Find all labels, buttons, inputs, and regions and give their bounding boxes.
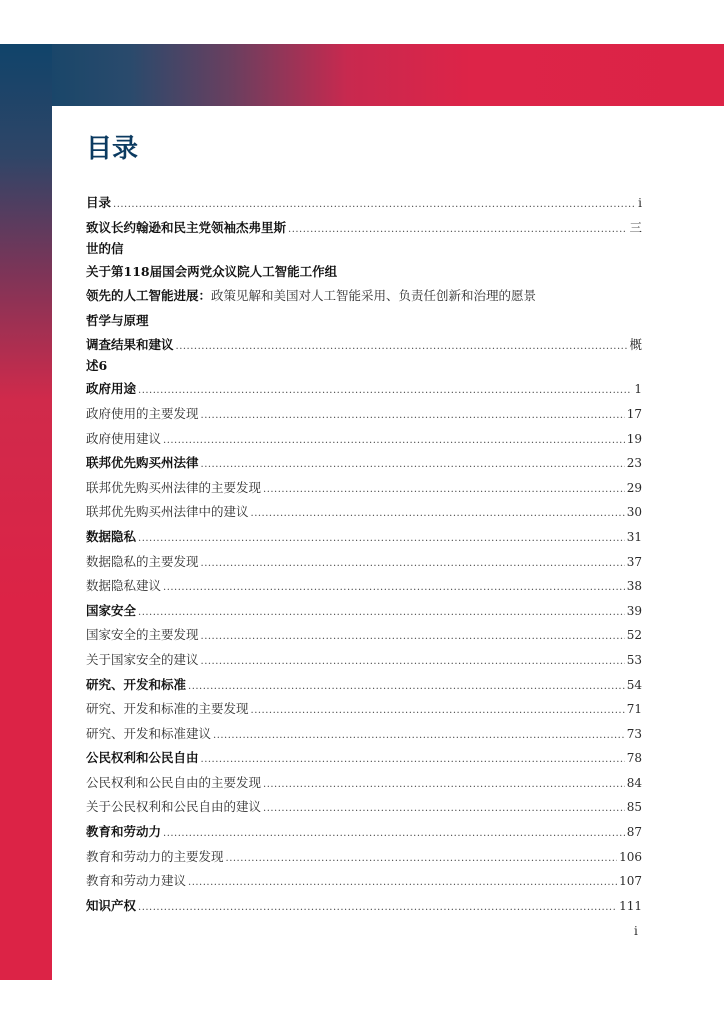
toc-entry-page: 71 xyxy=(626,702,642,717)
toc-entry[interactable] xyxy=(86,847,642,872)
toc-entry-page: 84 xyxy=(626,775,642,790)
toc-entry[interactable] xyxy=(86,699,642,724)
toc-entry-label: 哲学与原理 xyxy=(86,312,149,328)
toc-entry-label: 公民权利和公民自由的主要发现 xyxy=(86,774,262,790)
toc-entry[interactable] xyxy=(86,286,642,311)
toc-entry-page: i xyxy=(638,196,642,210)
toc-entry-label: 调查结果和建议 xyxy=(86,337,174,353)
toc-entry-label: 目录 xyxy=(86,195,112,210)
toc-entry[interactable] xyxy=(86,311,642,336)
toc-entry-page: 37 xyxy=(626,554,642,569)
toc-entry-label: 政府用途 xyxy=(86,381,137,397)
toc-leader-dots xyxy=(201,652,625,672)
table-of-contents xyxy=(86,193,642,920)
toc-entry-page: 111 xyxy=(619,898,642,913)
toc-entry-page: 85 xyxy=(626,800,642,815)
toc-entry-page: 73 xyxy=(626,726,642,741)
toc-entry-label: 联邦优先购买州法律的主要发现 xyxy=(86,479,262,495)
toc-entry-page: 106 xyxy=(619,849,642,864)
toc-entry-label-normal: 政策见解和美国对人工智能采用、负责任创新和治理的愿景 xyxy=(211,288,537,304)
toc-entry-label-continued: 世的信 xyxy=(86,240,124,256)
toc-leader-dots xyxy=(201,627,625,647)
toc-leader-dots xyxy=(138,529,625,549)
toc-entry[interactable] xyxy=(86,625,642,650)
toc-leader-dots xyxy=(138,898,617,918)
toc-entry-page: 30 xyxy=(626,505,642,520)
toc-entry[interactable] xyxy=(86,218,642,262)
toc-entry[interactable] xyxy=(86,675,642,700)
toc-entry-label: 教育和劳动力建议 xyxy=(86,873,187,889)
toc-leader-dots xyxy=(251,701,625,721)
toc-entry-label: 数据隐私建议 xyxy=(86,578,162,594)
toc-entry-label: 政府使用的主要发现 xyxy=(86,405,199,421)
toc-leader-dots xyxy=(263,775,625,795)
toc-entry[interactable] xyxy=(86,478,642,503)
toc-leader-dots xyxy=(163,824,625,844)
toc-entry-page: 31 xyxy=(626,529,642,544)
toc-entry[interactable] xyxy=(86,822,642,847)
toc-entry-page: 19 xyxy=(626,431,642,446)
toc-entry[interactable] xyxy=(86,453,642,478)
toc-leader-dots xyxy=(163,578,625,598)
toc-entry-page: 29 xyxy=(626,480,642,495)
toc-leader-dots xyxy=(113,195,636,215)
page-number: i xyxy=(634,924,638,938)
toc-entry[interactable] xyxy=(86,335,642,379)
toc-entry-page: 概 xyxy=(629,337,642,353)
toc-entry[interactable] xyxy=(86,601,642,626)
toc-entry-label: 致议长约翰逊和民主党领袖杰弗里斯 xyxy=(86,219,287,235)
toc-entry[interactable] xyxy=(86,552,642,577)
toc-entry-page: 52 xyxy=(626,628,642,643)
toc-entry-label: 国家安全的主要发现 xyxy=(86,627,199,643)
toc-entry[interactable] xyxy=(86,650,642,675)
toc-leader-dots xyxy=(213,726,625,746)
toc-entry-label: 研究、开发和标准的主要发现 xyxy=(86,701,249,717)
toc-leader-dots xyxy=(251,504,625,524)
toc-entry-label: 研究、开发和标准 xyxy=(86,676,187,692)
toc-entry-page: 107 xyxy=(619,874,642,889)
toc-entry[interactable] xyxy=(86,896,642,921)
toc-entry-label: 数据隐私 xyxy=(86,528,137,544)
toc-entry[interactable] xyxy=(86,748,642,773)
toc-entry[interactable] xyxy=(86,429,642,454)
toc-entry-label: 教育和劳动力 xyxy=(86,824,162,840)
toc-entry[interactable] xyxy=(86,576,642,601)
toc-entry-label: 知识产权 xyxy=(86,897,137,913)
toc-entry[interactable] xyxy=(86,527,642,552)
toc-entry-label: 联邦优先购买州法律中的建议 xyxy=(86,504,249,520)
toc-entry-page: 23 xyxy=(626,456,642,471)
toc-entry[interactable] xyxy=(86,379,642,404)
toc-leader-dots xyxy=(201,750,625,770)
toc-entry-page: 78 xyxy=(626,751,642,766)
toc-entry-label: 研究、开发和标准建议 xyxy=(86,725,212,741)
toc-entry-label: 关于公民权利和公民自由的建议 xyxy=(86,799,262,815)
toc-entry-page: 53 xyxy=(626,652,642,667)
toc-entry[interactable] xyxy=(86,724,642,749)
toc-entry-label: 国家安全 xyxy=(86,602,137,618)
toc-entry[interactable] xyxy=(86,262,642,287)
left-color-bar xyxy=(0,44,52,980)
toc-entry-page: 三 xyxy=(629,219,642,235)
toc-leader-dots xyxy=(188,677,625,697)
toc-entry-page: 1 xyxy=(634,382,642,397)
toc-entry[interactable] xyxy=(86,871,642,896)
toc-entry[interactable] xyxy=(86,773,642,798)
toc-leader-dots xyxy=(288,220,627,240)
toc-entry-label: 关于国家安全的建议 xyxy=(86,651,199,667)
toc-leader-dots xyxy=(263,799,625,819)
toc-entry-label: 公民权利和公民自由 xyxy=(86,750,199,766)
toc-leader-dots xyxy=(163,431,625,451)
toc-leader-dots xyxy=(201,455,625,475)
toc-entry-label: 数据隐私的主要发现 xyxy=(86,553,199,569)
toc-entry-label-bold: 领先的人工智能进展： xyxy=(86,288,212,304)
toc-entry-label: 教育和劳动力的主要发现 xyxy=(86,848,224,864)
toc-leader-dots xyxy=(188,873,617,893)
toc-entry[interactable] xyxy=(86,193,642,218)
page-title: 目录 xyxy=(86,134,139,164)
toc-entry[interactable] xyxy=(86,404,642,429)
toc-entry-page: 38 xyxy=(626,579,642,594)
toc-entry-label: 关于第118届国会两党众议院人工智能工作组 xyxy=(86,263,338,279)
toc-leader-dots xyxy=(263,480,625,500)
toc-leader-dots xyxy=(226,849,618,869)
toc-entry-label-continued: 述6 xyxy=(86,358,108,374)
toc-entry-page: 17 xyxy=(626,406,642,421)
toc-leader-dots xyxy=(176,337,628,357)
toc-entry-page: 54 xyxy=(626,677,642,692)
toc-leader-dots xyxy=(138,603,625,623)
toc-leader-dots xyxy=(201,406,625,426)
toc-leader-dots xyxy=(201,554,625,574)
toc-entry-label: 联邦优先购买州法律 xyxy=(86,455,199,471)
toc-entry-page: 39 xyxy=(626,603,642,618)
toc-entry[interactable] xyxy=(86,797,642,822)
toc-leader-dots xyxy=(138,381,632,401)
header-banner xyxy=(0,44,724,106)
toc-entry-label: 政府使用建议 xyxy=(86,430,162,446)
toc-entry[interactable] xyxy=(86,502,642,527)
toc-entry-page: 87 xyxy=(626,825,642,840)
